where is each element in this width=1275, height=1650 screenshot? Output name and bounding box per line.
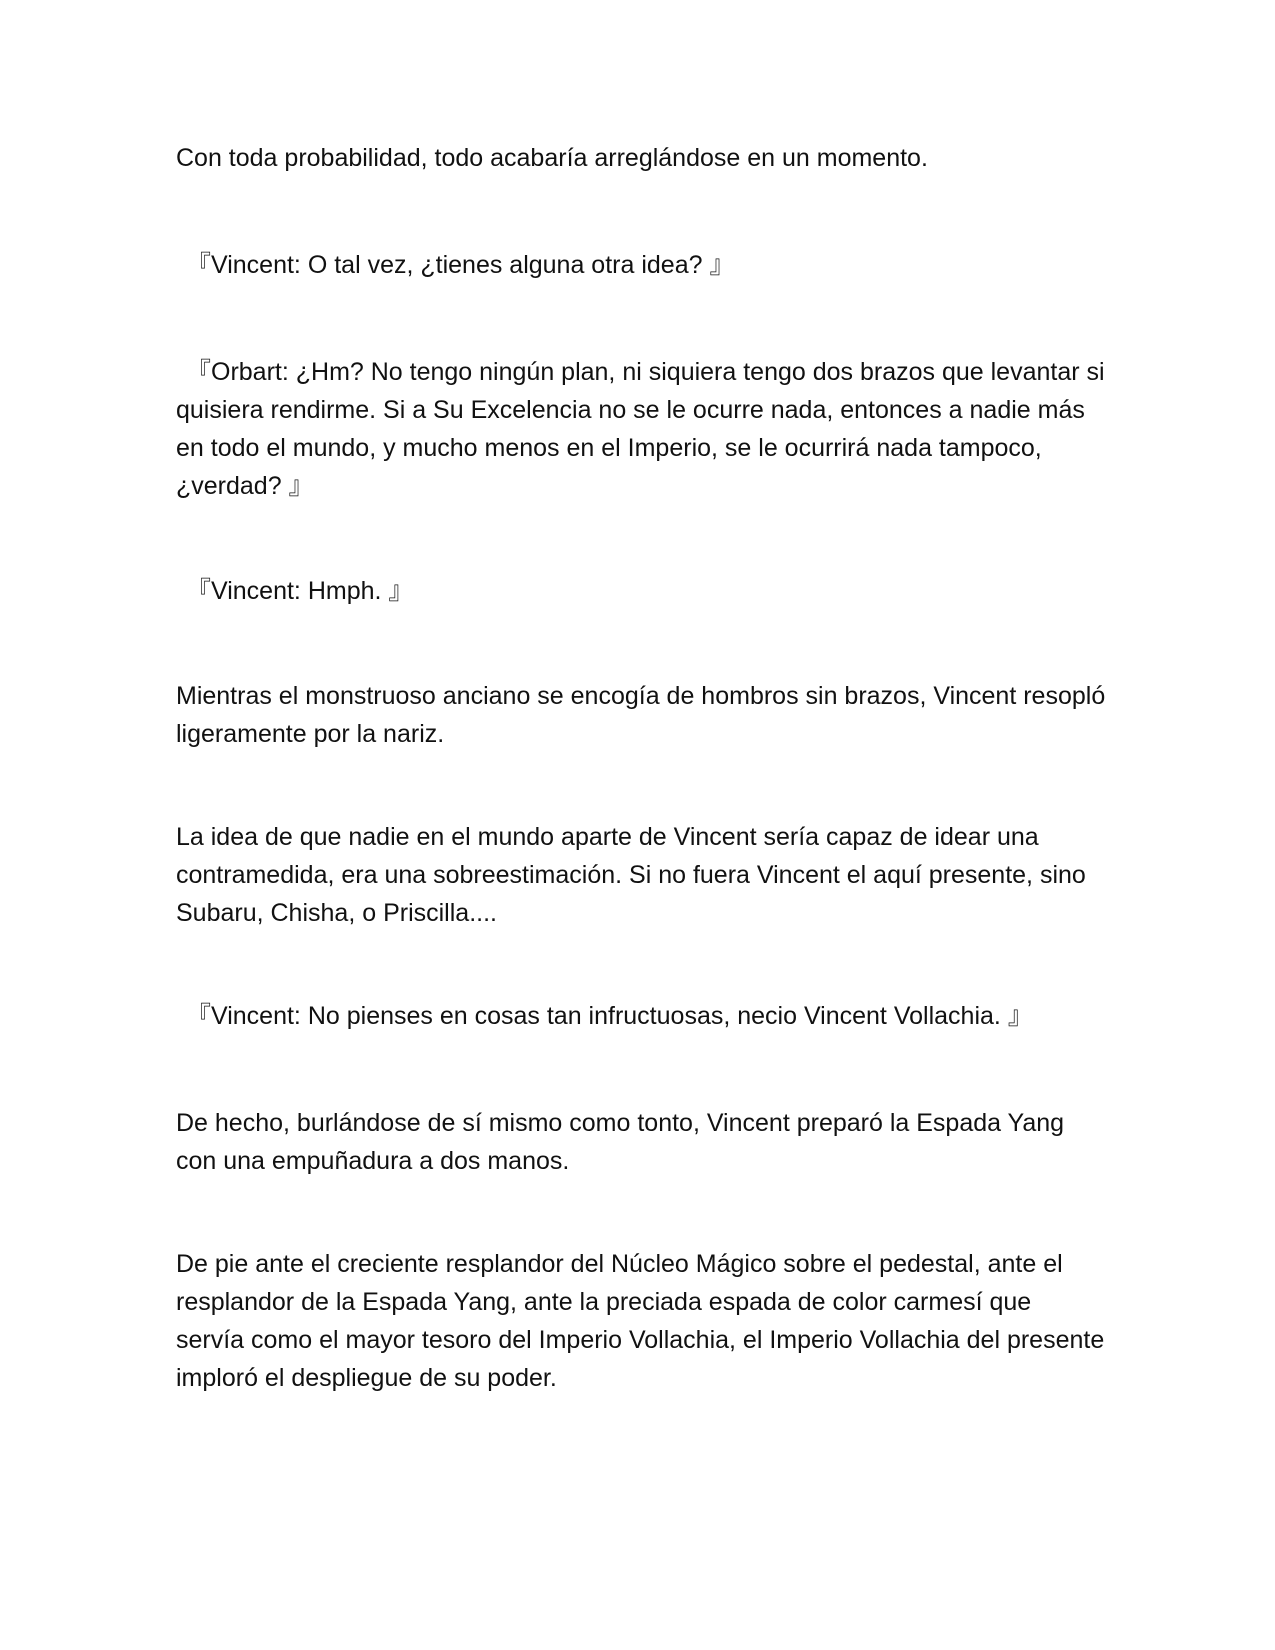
paragraph-narration-4: De hecho, burlándose de sí mismo como tonto, Vincent preparó la Espada Yang con una empuñadura a dos manos. [176,1109,1065,1175]
paragraph-dialogue-vincent-3: 『Vincent: No pienses en cosas tan infructuosas, necio Vincent Vollachia. 』 [186,1002,1033,1030]
paragraph-narration-2: Mientras el monstruoso anciano se encogía de hombros sin brazos, Vincent resopló ligeramente por la nariz. [176,682,1106,748]
paragraph-narration-1: Con toda probabilidad, todo acabaría arreglándose en un momento. [176,144,928,172]
paragraph-dialogue-vincent-2: 『Vincent: Hmph. 』 [186,577,414,605]
paragraph-dialogue-orbart: 『Orbart: ¿Hm? No tengo ningún plan, ni siquiera tengo dos brazos que levantar si quisiera rendirme. Si a Su Excelencia no se le ocurre nada, entonces a nadie más en todo el mundo, y mucho menos en el Imperio, se le ocurrirá nada tampoco, ¿verdad? 』 [176,358,1105,500]
paragraph-dialogue-vincent-1: 『Vincent: O tal vez, ¿tienes alguna otra idea? 』 [186,251,735,279]
paragraph-narration-3: La idea de que nadie en el mundo aparte de Vincent sería capaz de idear una contramedida, era una sobreestimación. Si no fuera Vincent el aquí presente, sino Subaru, Chisha, o Priscilla.... [176,823,1086,927]
paragraph-narration-5: De pie ante el creciente resplandor del Núcleo Mágico sobre el pedestal, ante el resplandor de la Espada Yang, ante la preciada espada de color carmesí que servía como el mayor tesoro del Imperio Vollachia, el Imperio Vollachia del presente imploró el despliegue de su poder. [176,1250,1105,1392]
